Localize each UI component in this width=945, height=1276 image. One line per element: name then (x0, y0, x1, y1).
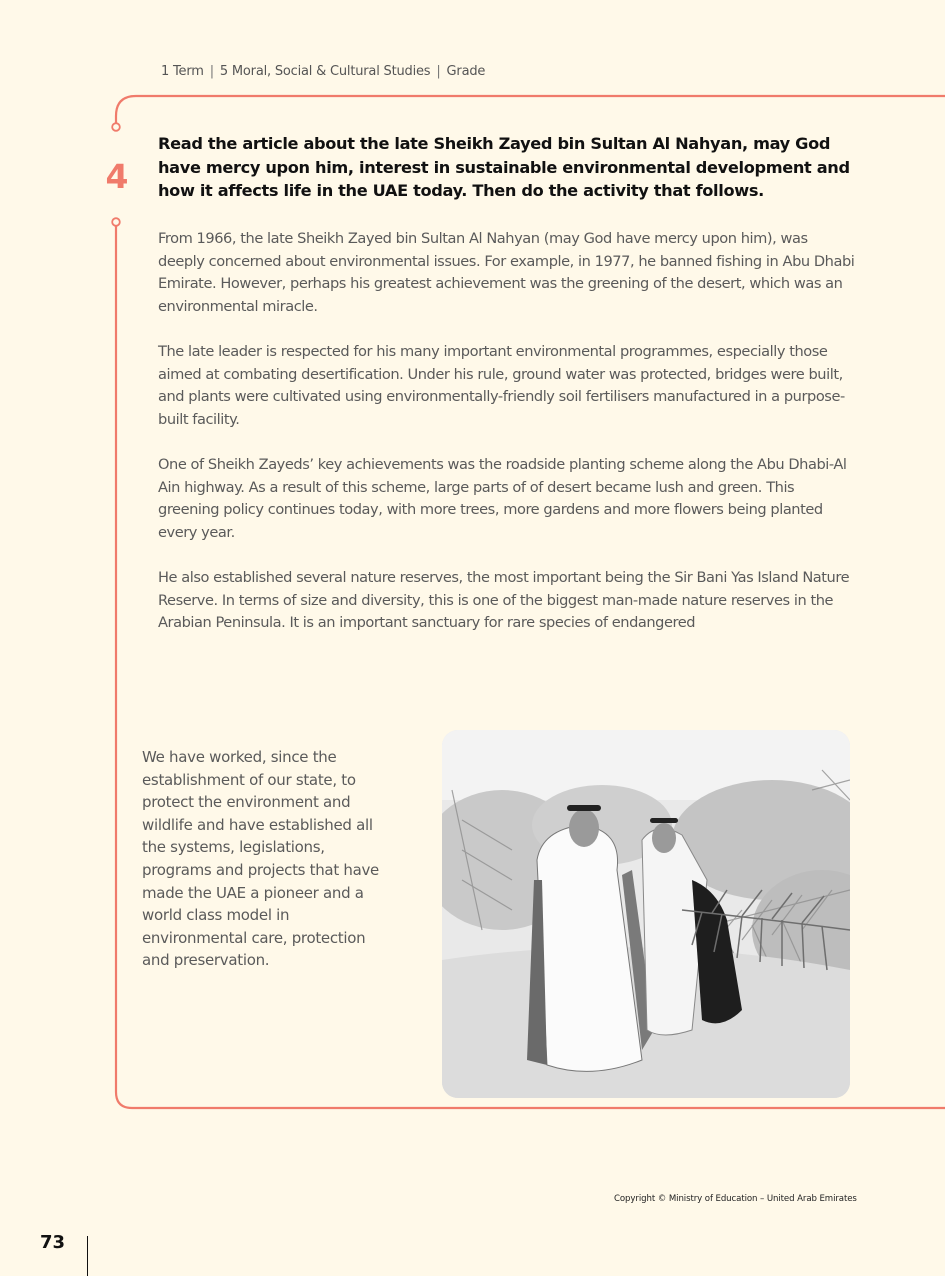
article-paragraph: From 1966, the late Sheikh Zayed bin Sultan Al Nahyan (may God have mercy upon him), was deeply concerned about environmental issues. For example, in 1977, he banned fishing in Abu Dhabi Emirate. However, perhaps his greatest achievement was the greening of the desert, which was an environmental miracle. (158, 230, 855, 315)
article-paragraph: He also established several nature reserves, the most important being the Sir Bani Yas Island Nature Reserve. In terms of size and diversity, this is one of the biggest man-made nature reserves in the Arabian Peninsula. It is an important sanctuary for rare species of endangered (158, 569, 850, 631)
historical-photo (442, 730, 850, 1098)
header-separator: | (209, 64, 214, 79)
page-number-divider (87, 1236, 88, 1276)
photo-illustration (442, 730, 850, 1098)
page-number: 73 (40, 1232, 66, 1253)
activity-number: 4 (105, 157, 129, 196)
sheikh-zayed-quote: We have worked, since the establishment of our state, to protect the environment and wildlife and have established all the systems, legislations, programs and projects that have made the UAE a pioneer and a world class model in environmental care, protection and preservation. (142, 748, 379, 970)
page-header (161, 64, 485, 79)
article-body (158, 228, 858, 658)
article-paragraph: The late leader is respected for his many important environmental programmes, especially those aimed at combating desertification. Under his rule, ground water was protected, bridges were built, and plants were cultivated using environmentally-friendly soil fertilisers manufactured in a purpose-built facility. (158, 343, 845, 428)
article-paragraph: One of Sheikh Zayeds’ key achievements was the roadside planting scheme along the Abu Dhabi-Al Ain highway. As a result of this scheme, large parts of of desert became lush and green. This greening policy continues today, with more trees, more gardens and more flowers being planted every year. (158, 456, 847, 541)
header-separator: | (436, 64, 441, 79)
copyright-notice: Copyright © Ministry of Education – United Arab Emirates (614, 1194, 857, 1204)
activity-instruction: Read the article about the late Sheikh Zayed bin Sultan Al Nahyan, may God have mercy upon him, interest in sustainable environmental development and how it affects life in the UAE today. Then do the activity that follows. (158, 134, 850, 200)
header-subject: 5 Moral, Social & Cultural Studies (219, 64, 431, 79)
header-term: 1 Term (161, 64, 204, 79)
header-grade: Grade (446, 64, 486, 79)
